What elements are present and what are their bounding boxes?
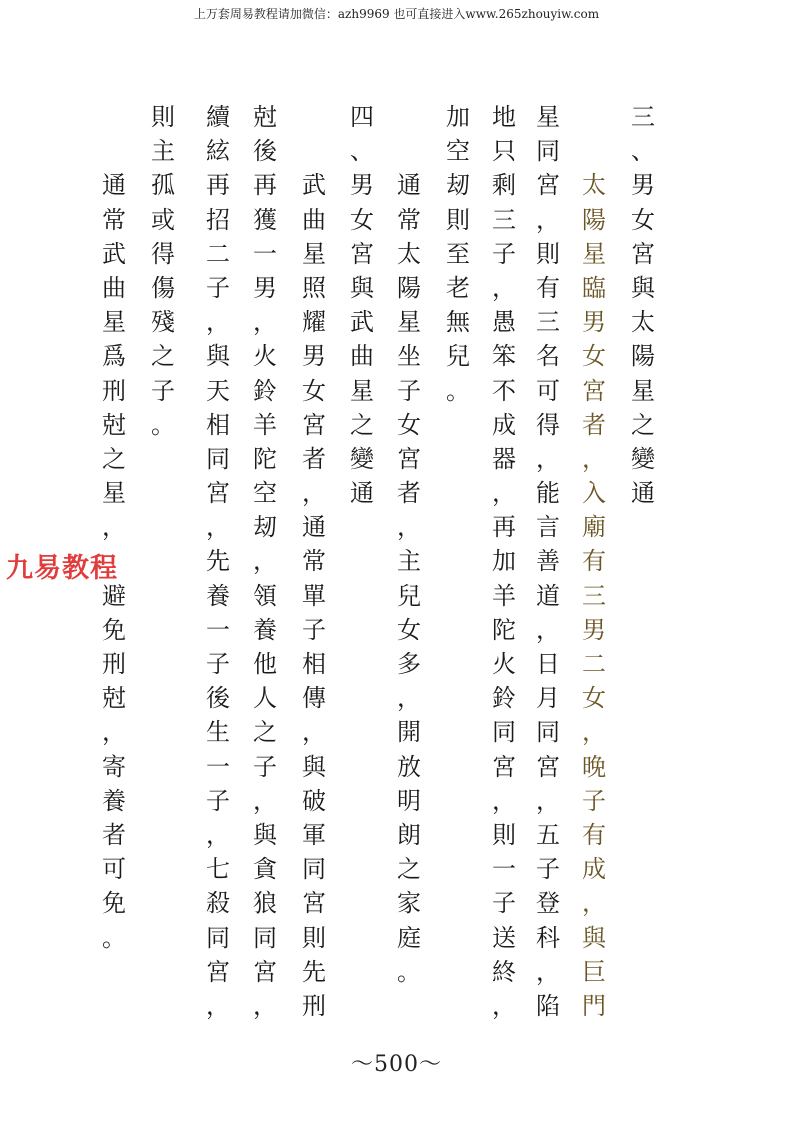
column-char: 養 [253, 615, 277, 644]
column-char: 刑 [102, 650, 126, 679]
column-5 [438, 100, 478, 408]
column-char: 巨 [582, 957, 606, 986]
column-char: 庭 [397, 923, 421, 952]
column-char: 鈴 [253, 376, 277, 405]
column-char: 破 [302, 786, 326, 815]
column-char: 有 [582, 547, 606, 576]
column-char: 招 [206, 205, 230, 234]
column-char: 天 [206, 376, 230, 405]
column-char: ， [536, 444, 560, 473]
column-char: 陽 [582, 205, 606, 234]
column-char: 曲 [302, 205, 326, 234]
column-char: 軍 [302, 820, 326, 849]
column-char: ， [206, 991, 230, 1020]
column-char: 太 [397, 239, 421, 268]
column-char: 刼 [446, 171, 470, 200]
column-char: 之 [397, 855, 421, 884]
column-char: 宮 [536, 171, 560, 200]
column-char: 與 [253, 820, 277, 849]
column-char: 朗 [397, 820, 421, 849]
column-char: 同 [536, 718, 560, 747]
watermark-logo: 九易教程 [6, 553, 118, 584]
column-char: 可 [536, 376, 560, 405]
column-char: 貪 [253, 855, 277, 884]
column-char: ， [397, 513, 421, 542]
column-char: 地 [492, 103, 516, 131]
column-char: 他 [253, 650, 277, 678]
column-char: 羊 [492, 581, 516, 610]
column-char: 五 [536, 820, 560, 849]
column-char: 陀 [253, 444, 277, 473]
column-char: 同 [206, 923, 230, 952]
column-char: 宮 [536, 752, 560, 781]
column-8 [294, 168, 334, 1023]
column-char: 則 [536, 239, 560, 268]
column-char: 養 [206, 581, 230, 610]
column-char: 後 [206, 684, 230, 713]
column-char: 得 [151, 239, 175, 268]
column-char: 則 [492, 820, 516, 849]
column-char: 通 [350, 479, 374, 508]
column-char: 明 [397, 786, 421, 815]
column-char: 老 [446, 273, 470, 302]
column-char: 男 [253, 273, 277, 302]
column-char: 再 [206, 171, 230, 200]
column-char: 星 [302, 239, 326, 268]
column-char: 臨 [582, 273, 606, 302]
column-char: 宮 [350, 239, 374, 268]
column-char: ， [253, 991, 277, 1020]
column-char: 寄 [102, 752, 126, 781]
column-char: 與 [631, 273, 655, 302]
column-char: 空 [446, 137, 470, 166]
column-char: 子 [302, 615, 326, 644]
column-3 [528, 100, 568, 1023]
column-char: 太 [582, 171, 606, 200]
column-char: 獲 [253, 205, 277, 234]
column-char: 後 [253, 137, 277, 166]
column-char: 坐 [397, 342, 421, 371]
column-char: 常 [397, 205, 421, 234]
column-char: ， [492, 273, 516, 302]
column-char: 。 [151, 410, 175, 439]
column-char: ， [582, 889, 606, 918]
column-char: 宮 [206, 479, 230, 508]
column-char: 主 [151, 137, 175, 166]
column-7 [342, 100, 382, 510]
column-char: 成 [582, 855, 606, 884]
column-char: 一 [206, 752, 230, 781]
column-char: 免 [102, 889, 126, 918]
column-char: 男 [582, 615, 606, 644]
column-char: 一 [253, 239, 277, 268]
column-char: 四 [350, 103, 374, 131]
column-char: ， [206, 513, 230, 542]
column-6 [389, 168, 429, 989]
column-char: ， [302, 718, 326, 747]
column-char: ， [253, 547, 277, 576]
column-char: 陷 [536, 991, 560, 1020]
column-1 [623, 100, 663, 510]
column-char: 刼 [253, 513, 277, 542]
column-char: 只 [492, 137, 516, 166]
column-char: 之 [102, 444, 126, 473]
column-char: 爲 [102, 342, 126, 371]
column-char: 相 [302, 650, 326, 679]
column-char: 宮 [206, 957, 230, 986]
column-char: 刑 [102, 376, 126, 405]
column-char: 。 [397, 957, 421, 986]
column-char: ， [253, 308, 277, 337]
column-char: 相 [206, 410, 230, 439]
column-char: ， [536, 205, 560, 234]
column-char: 名 [536, 342, 560, 371]
column-char: 傳 [302, 684, 326, 713]
column-char: 宮 [582, 376, 606, 405]
column-char: ， [582, 718, 606, 747]
column-char: 加 [492, 547, 516, 576]
column-char: 與 [206, 342, 230, 371]
column-char: 七 [206, 855, 230, 884]
column-char: 得 [536, 410, 560, 439]
column-char: ， [536, 615, 560, 644]
column-char: 與 [302, 752, 326, 781]
column-char: 與 [582, 923, 606, 952]
column-char: 家 [397, 889, 421, 918]
column-char: 兒 [397, 581, 421, 610]
column-char: ， [102, 718, 126, 747]
column-char: 者 [102, 820, 126, 849]
column-char: 宮 [253, 957, 277, 986]
column-char: 宮 [631, 239, 655, 268]
column-char: 通 [397, 171, 421, 200]
column-char: 狼 [253, 889, 277, 918]
column-char: 愚 [492, 308, 516, 337]
column-char: 宮 [302, 410, 326, 439]
column-char: 、 [350, 137, 374, 166]
column-char: 無 [446, 308, 470, 337]
column-char: 曲 [102, 273, 126, 302]
column-char: 門 [582, 991, 606, 1020]
column-char: 者 [302, 444, 326, 473]
column-char: 多 [397, 650, 421, 679]
column-char: 空 [253, 479, 277, 508]
column-char: 入 [582, 479, 606, 508]
column-char: 女 [397, 410, 421, 439]
column-char: ， [206, 308, 230, 337]
column-char: 三 [536, 308, 560, 337]
column-char: 子 [151, 376, 175, 405]
column-char: 器 [492, 444, 516, 473]
column-char: 晚 [582, 752, 606, 781]
column-char: 則 [151, 103, 175, 131]
column-char: 道 [536, 581, 560, 610]
column-char: 通 [102, 171, 126, 200]
column-char: 同 [302, 855, 326, 884]
column-char: 男 [302, 342, 326, 371]
column-char: 。 [102, 923, 126, 952]
column-char: 同 [536, 137, 560, 166]
column-char: 陀 [492, 615, 516, 644]
column-char: 女 [582, 342, 606, 371]
column-char: 火 [253, 342, 277, 371]
column-char: 通 [631, 479, 655, 508]
column-char: 鈴 [492, 684, 516, 713]
column-char: 陽 [397, 273, 421, 302]
column-11 [143, 100, 183, 442]
column-char: ， [536, 957, 560, 986]
column-char: 子 [397, 376, 421, 405]
column-char: 通 [302, 513, 326, 542]
column-char: 生 [206, 718, 230, 747]
column-char: ， [536, 786, 560, 815]
column-char: 者 [582, 410, 606, 439]
column-char: 武 [102, 239, 126, 268]
column-char: 月 [536, 684, 560, 713]
column-char: 子 [582, 786, 606, 815]
column-char: 宮 [302, 889, 326, 918]
column-char: 星 [582, 239, 606, 268]
column-char: 之 [350, 410, 374, 439]
column-char: 照 [302, 273, 326, 302]
column-char: 之 [151, 342, 175, 371]
column-char: 廟 [582, 513, 606, 542]
column-char: 主 [397, 547, 421, 576]
column-char: ， [492, 479, 516, 508]
column-char: 續 [206, 103, 230, 131]
column-char: 領 [253, 581, 277, 610]
column-char: 子 [492, 889, 516, 918]
column-char: ， [302, 479, 326, 508]
column-char: ， [102, 513, 126, 542]
column-char: 可 [102, 855, 126, 884]
column-char: 女 [582, 684, 606, 713]
column-char: 之 [631, 410, 655, 439]
column-char: 一 [492, 855, 516, 884]
column-char: 一 [206, 615, 230, 644]
column-char: 子 [492, 239, 516, 268]
column-char: 再 [492, 513, 516, 542]
column-char: 星 [102, 308, 126, 337]
column-char: 女 [397, 615, 421, 644]
column-char: 養 [102, 786, 126, 815]
column-char: 絃 [206, 137, 230, 166]
column-char: 日 [536, 650, 560, 678]
column-char: 常 [302, 547, 326, 576]
column-char: 二 [206, 239, 230, 268]
column-char: 先 [302, 957, 326, 986]
column-char: 太 [631, 308, 655, 337]
column-char: 三 [582, 581, 606, 610]
column-char: 殘 [151, 308, 175, 337]
column-char: 女 [302, 376, 326, 405]
column-char: 星 [536, 103, 560, 131]
column-char: 男 [631, 171, 655, 200]
column-char: 剩 [492, 171, 516, 200]
column-char: 三 [631, 103, 655, 131]
column-char: ， [582, 444, 606, 473]
page-number: ～500～ [351, 1052, 442, 1077]
column-char: 放 [397, 752, 421, 781]
column-char: 有 [536, 273, 560, 302]
column-char: ， [492, 786, 516, 815]
column-char: 之 [253, 718, 277, 747]
column-char: 成 [492, 410, 516, 439]
column-char: 星 [397, 308, 421, 337]
column-char: 則 [446, 205, 470, 234]
column-char: 子 [206, 786, 230, 815]
column-char: 武 [302, 171, 326, 200]
column-char: ， [397, 684, 421, 713]
column-char: 開 [397, 718, 421, 747]
column-char: 單 [302, 581, 326, 610]
column-char: 。 [446, 376, 470, 405]
column-char: 與 [350, 273, 374, 302]
column-char: 火 [492, 650, 516, 678]
column-char: 女 [350, 205, 374, 234]
column-char: 常 [102, 205, 126, 234]
column-char: 孤 [151, 171, 175, 200]
column-char: 同 [492, 718, 516, 747]
column-char: 科 [536, 923, 560, 952]
column-char: 子 [206, 273, 230, 302]
column-char: 殺 [206, 889, 230, 918]
column-char: 女 [631, 205, 655, 234]
column-char: 能 [536, 479, 560, 508]
column-char: 尅 [253, 103, 277, 131]
column-char: 變 [350, 444, 374, 473]
column-char: 終 [492, 957, 516, 986]
column-char: 避 [102, 581, 126, 610]
column-char: 星 [350, 376, 374, 405]
column-char: 陽 [631, 342, 655, 371]
column-char: 有 [582, 820, 606, 849]
column-char: 言 [536, 513, 560, 542]
column-char: 再 [253, 171, 277, 200]
column-char: 加 [446, 103, 470, 131]
column-char: 登 [536, 889, 560, 918]
column-char: 人 [253, 684, 277, 713]
column-char: 不 [492, 376, 516, 405]
column-char: 尅 [102, 410, 126, 439]
column-char: 星 [631, 376, 655, 405]
column-char: 傷 [151, 273, 175, 302]
column-char: 、 [631, 137, 655, 166]
column-char: 子 [536, 855, 560, 884]
column-char: 子 [253, 752, 277, 781]
column-char: 二 [582, 650, 606, 679]
page-header: 上万套周易教程请加微信：azh9969 也可直接进入www.265zhouyiw.com [193, 7, 600, 21]
column-char: 男 [350, 171, 374, 200]
column-2 [574, 168, 614, 1023]
column-char: 者 [397, 479, 421, 508]
column-char: 宮 [397, 444, 421, 473]
column-char: 至 [446, 239, 470, 268]
column-char: 先 [206, 547, 230, 576]
column-char: 曲 [350, 342, 374, 371]
column-char: 變 [631, 444, 655, 473]
column-char: ， [253, 786, 277, 815]
column-4 [484, 100, 524, 1023]
column-char: 笨 [492, 342, 516, 371]
column-char: 羊 [253, 410, 277, 439]
column-char: 則 [302, 923, 326, 952]
column-char: 尅 [102, 684, 126, 713]
column-char: 子 [206, 650, 230, 678]
column-char: 送 [492, 923, 516, 952]
column-char: 男 [582, 308, 606, 337]
column-char: 星 [102, 479, 126, 508]
column-char: 免 [102, 615, 126, 644]
column-char: ， [206, 820, 230, 849]
column-char: 或 [151, 205, 175, 234]
column-char: 兒 [446, 342, 470, 371]
column-char: ， [492, 991, 516, 1020]
column-char: 三 [492, 205, 516, 234]
column-char: 同 [206, 444, 230, 473]
column-char: 同 [253, 923, 277, 952]
column-char: 刑 [302, 991, 326, 1020]
column-char: 善 [536, 547, 560, 576]
column-char: 武 [350, 308, 374, 337]
column-char: 耀 [302, 308, 326, 337]
column-9 [245, 100, 285, 1023]
column-10 [198, 100, 238, 1023]
column-char: 宮 [492, 752, 516, 781]
